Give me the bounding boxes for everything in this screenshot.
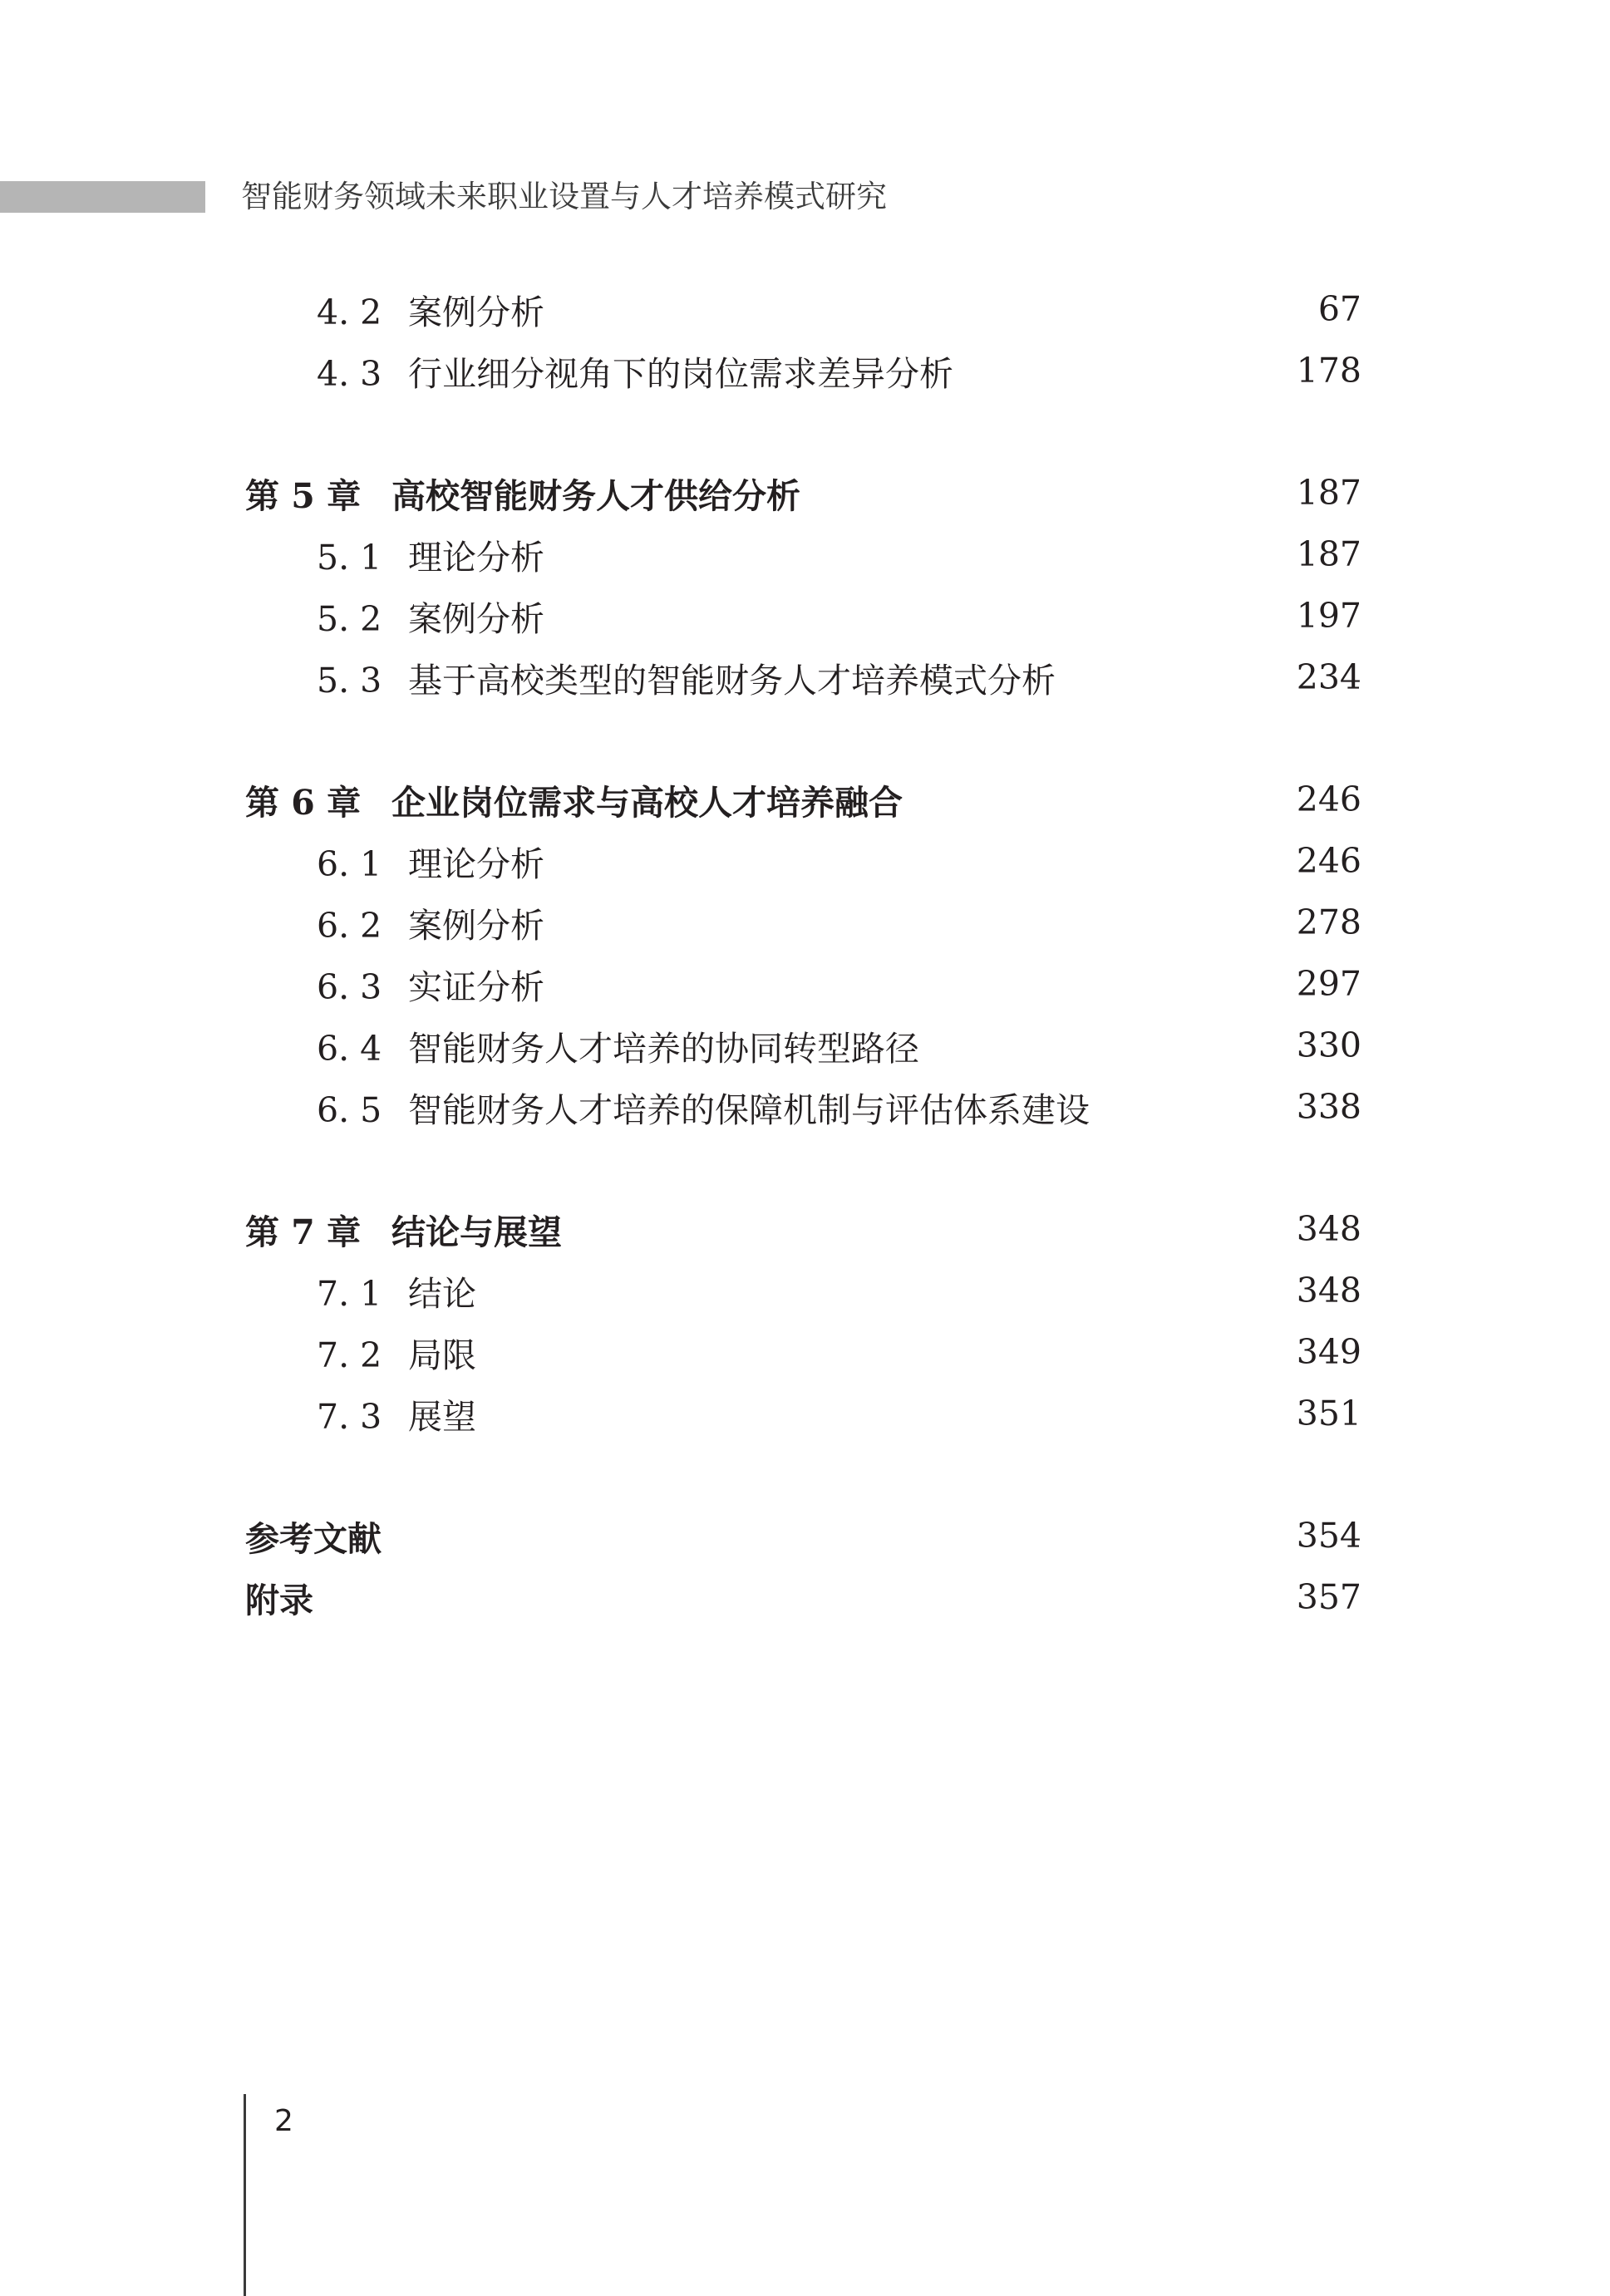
- dot-leader: [563, 524, 1278, 585]
- page-number: 67: [1317, 289, 1361, 329]
- page-number: 278: [1296, 902, 1361, 942]
- page-number: 187: [1296, 473, 1361, 513]
- folio-rule: [244, 2094, 246, 2296]
- section-number: 7. 1: [317, 1273, 382, 1314]
- dot-leader: [580, 1198, 1278, 1260]
- chapter-title: 高校智能财务人才供给分析: [391, 475, 800, 516]
- section-number: 7. 2: [317, 1335, 382, 1375]
- section-title: 局限: [408, 1335, 476, 1375]
- section-title: 案例分析: [408, 905, 544, 946]
- toc-entry-7-1[interactable]: [245, 1260, 1361, 1321]
- section-title: 实证分析: [408, 966, 544, 1007]
- section-title: 基于高校类型的智能财务人才培养模式分析: [408, 660, 1056, 701]
- dot-leader: [563, 278, 1297, 340]
- toc-entry-4-3[interactable]: [245, 340, 1361, 401]
- toc-chapter-5[interactable]: [245, 462, 1361, 524]
- section-number: 6. 5: [317, 1089, 382, 1130]
- section-number: 5. 1: [317, 537, 382, 578]
- page-number: 338: [1296, 1087, 1361, 1127]
- section-title: 案例分析: [408, 598, 544, 639]
- section-number: 7. 3: [317, 1396, 382, 1437]
- section-number: 5. 2: [317, 598, 382, 639]
- page-number: 330: [1296, 1025, 1361, 1065]
- toc-entry-6-2[interactable]: [245, 892, 1361, 953]
- dot-leader: [563, 953, 1278, 1015]
- dot-leader: [819, 462, 1278, 524]
- header-bar: [0, 181, 205, 213]
- toc-entry-6-4[interactable]: [245, 1015, 1361, 1076]
- dot-leader: [1074, 647, 1278, 708]
- section-title: 展望: [408, 1396, 476, 1437]
- appendix-title: 附录: [245, 1580, 313, 1620]
- dot-leader: [921, 769, 1278, 830]
- section-number: 6. 3: [317, 966, 382, 1007]
- chapter-number: 第 5 章: [245, 475, 362, 516]
- page-number: 351: [1296, 1394, 1361, 1433]
- section-number: 4. 2: [317, 292, 382, 332]
- dot-leader: [495, 1260, 1278, 1321]
- toc-entry-5-1[interactable]: [245, 524, 1361, 585]
- page-number: 349: [1296, 1332, 1361, 1372]
- section-number: 4. 3: [317, 353, 382, 394]
- section-number: 6. 4: [317, 1028, 382, 1069]
- page-number: 348: [1296, 1209, 1361, 1249]
- page-number: 354: [1296, 1516, 1361, 1556]
- page-number: 348: [1296, 1271, 1361, 1310]
- section-number: 6. 1: [317, 843, 382, 884]
- dot-leader: [1108, 1076, 1278, 1138]
- toc-entry-5-3[interactable]: [245, 647, 1361, 708]
- toc-chapter-7[interactable]: [245, 1198, 1361, 1260]
- chapter-title: 结论与展望: [391, 1212, 562, 1252]
- page-number: 297: [1296, 964, 1361, 1004]
- section-number: 5. 3: [317, 660, 382, 701]
- references-title: 参考文献: [245, 1518, 382, 1559]
- section-title: 理论分析: [408, 537, 544, 578]
- section-number: 6. 2: [317, 905, 382, 946]
- toc-entry-7-3[interactable]: [245, 1383, 1361, 1444]
- table-of-contents: [245, 278, 1361, 1628]
- toc-entry-6-5[interactable]: [245, 1076, 1361, 1138]
- dot-leader: [332, 1566, 1278, 1628]
- dot-leader: [495, 1321, 1278, 1383]
- toc-entry-6-1[interactable]: [245, 830, 1361, 892]
- dot-leader: [938, 1015, 1278, 1076]
- dot-leader: [563, 892, 1278, 953]
- toc-entry-7-2[interactable]: [245, 1321, 1361, 1383]
- toc-references[interactable]: [245, 1505, 1361, 1566]
- page-number: 187: [1296, 534, 1361, 574]
- chapter-number: 第 6 章: [245, 782, 362, 823]
- dot-leader: [495, 1383, 1278, 1444]
- section-title: 理论分析: [408, 843, 544, 884]
- section-title: 案例分析: [408, 292, 544, 332]
- dot-leader: [563, 830, 1278, 892]
- page-number: 178: [1296, 351, 1361, 391]
- toc-entry-4-2[interactable]: [245, 278, 1361, 340]
- dot-leader: [400, 1505, 1278, 1566]
- toc-entry-6-3[interactable]: [245, 953, 1361, 1015]
- toc-appendix[interactable]: [245, 1566, 1361, 1628]
- section-title: 智能财务人才培养的协同转型路径: [408, 1028, 919, 1069]
- page-number: 197: [1296, 596, 1361, 636]
- toc-entry-5-2[interactable]: [245, 585, 1361, 647]
- chapter-number: 第 7 章: [245, 1212, 362, 1252]
- chapter-title: 企业岗位需求与高校人才培养融合: [391, 782, 903, 823]
- running-header-title: 智能财务领域未来职业设置与人才培养模式研究: [241, 179, 887, 214]
- page-number: 234: [1296, 657, 1361, 697]
- page-number: 357: [1296, 1577, 1361, 1617]
- dot-leader: [972, 340, 1278, 401]
- page-number: 246: [1296, 841, 1361, 881]
- page-number: 246: [1296, 779, 1361, 819]
- toc-chapter-6[interactable]: [245, 769, 1361, 830]
- dot-leader: [563, 585, 1278, 647]
- section-title: 行业细分视角下的岗位需求差异分析: [408, 353, 953, 394]
- section-title: 智能财务人才培养的保障机制与评估体系建设: [408, 1089, 1090, 1130]
- section-title: 结论: [408, 1273, 476, 1314]
- folio-page-number: 2: [274, 2104, 293, 2138]
